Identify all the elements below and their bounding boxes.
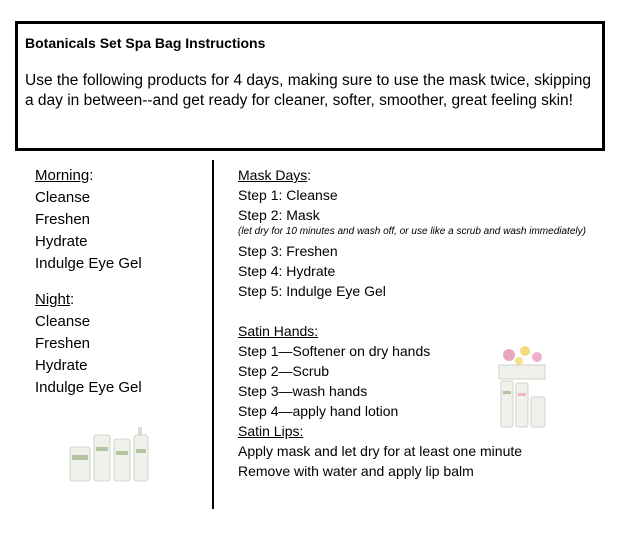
hands-step: Step 2—Scrub	[238, 363, 330, 379]
product-jar	[531, 397, 545, 427]
product-jar	[70, 447, 90, 481]
column-divider	[212, 160, 214, 509]
mask-step: Step 2: Mask	[238, 207, 320, 223]
morning-item: Freshen	[35, 211, 91, 228]
page-title: Botanicals Set Spa Bag Instructions	[25, 35, 266, 51]
mask-step: Step 3: Freshen	[238, 243, 338, 259]
mask-step: Step 1: Cleanse	[238, 187, 338, 203]
product-spray-bottle	[134, 427, 148, 481]
morning-item: Indulge Eye Gel	[35, 255, 142, 272]
left-column	[35, 165, 142, 399]
night-item: Indulge Eye Gel	[35, 379, 142, 396]
mask-note: (let dry for 10 minutes and wash off, or use like a scrub and wash immediately)	[238, 226, 586, 237]
satin-lips-heading: Satin Lips:	[238, 423, 304, 439]
hands-step: Step 3—wash hands	[238, 383, 368, 399]
product-tube	[114, 439, 130, 481]
mask-step: Step 4: Hydrate	[238, 263, 336, 279]
flower-decoration-icon	[503, 346, 542, 365]
right-column	[238, 165, 598, 481]
hands-step: Step 4—apply hand lotion	[238, 403, 399, 419]
mask-step: Step 5: Indulge Eye Gel	[238, 283, 386, 299]
morning-item: Cleanse	[35, 189, 91, 206]
hands-step: Step 1—Softener on dry hands	[238, 343, 431, 359]
satin-hands-products-image	[495, 345, 550, 430]
mask-days-heading: Mask Days:	[238, 167, 312, 183]
product-box	[499, 365, 545, 379]
night-heading: Night:	[35, 291, 75, 308]
intro-paragraph: Use the following products for 4 days, making sure to use the mask twice, skipping a day in between--and get ready for cleaner, softer, smoother, great feeling skin!	[25, 72, 592, 109]
night-item: Hydrate	[35, 357, 88, 374]
lips-line: Apply mask and let dry for at least one minute	[238, 443, 523, 459]
product-tube	[516, 383, 528, 427]
night-item: Freshen	[35, 335, 91, 352]
product-tube	[94, 435, 110, 481]
night-item: Cleanse	[35, 313, 91, 330]
botanicals-products-image	[68, 425, 158, 485]
instructions-header-box	[15, 21, 605, 151]
lips-line: Remove with water and apply lip balm	[238, 463, 474, 479]
morning-heading: Morning:	[35, 167, 94, 184]
product-tube	[501, 381, 513, 427]
morning-item: Hydrate	[35, 233, 88, 250]
satin-hands-heading: Satin Hands:	[238, 323, 319, 339]
